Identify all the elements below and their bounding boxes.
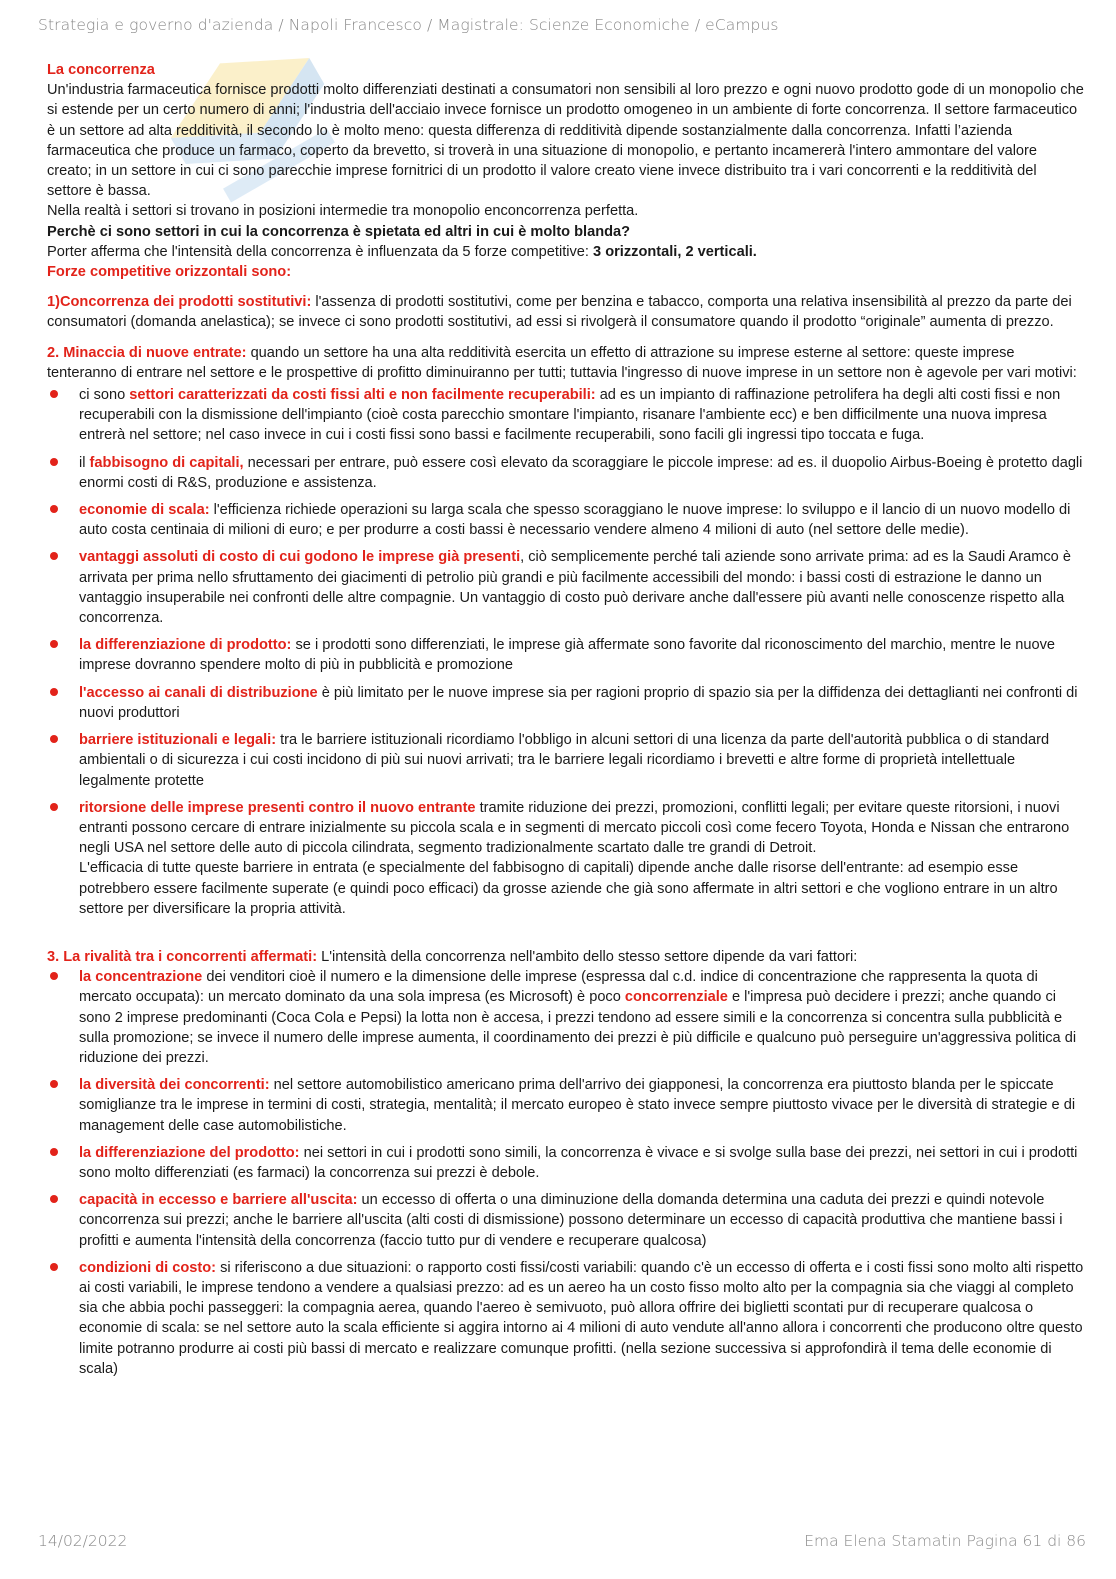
bullet-icon	[50, 688, 58, 696]
barriers-closing: L'efficacia di tutte queste barriere in entrata (e specialmente del fabbisogno di capitali) dipende anche dalle risorse dell'entrante: ad esempio esse potrebbero essere facilmente superate (e quindi poco efficaci) da grosse aziende che già sono affermate in altri settori e che vogliono entrare in un altro settore per diversificare la propria attività.	[79, 860, 1058, 917]
list-item: condizioni di costo: si riferiscono a due situazioni: o rapporto costi fissi/costi variabili: quando c'è un eccesso di offerta e i costi fissi sono molto alti rispetto ai costi variabili, le imprese tendono a vendere a qualsiasi prezzo: ad es un aereo ha un costo fisso molto alto per la compagnia sia che viaggi al completo sia che abbia pochi passeggeri: la compagnia aerea, quando l'aereo è semivuoto, può allora offrire dei biglietti scontati pur di recuperare qualcosa o economie di scala: se nel settore auto la scala efficiente si aggira intorno ai 4 milioni di auto vendute all'anno allora i concorrenti che producono oltre questo limite potranno produrre ai costi più bassi di mercato e realizzare comunque profitti. (nella sezione successiva si approfondirà il tema delle economie di scala)	[47, 1258, 1085, 1379]
porter-paragraph: Porter afferma che l'intensità della concorrenza è influenzata da 5 forze competitive: 3 orizzontali, 2 verticali.	[47, 243, 757, 260]
footer-date: 14/02/2022	[38, 1532, 128, 1550]
bullet-icon	[50, 552, 58, 560]
bullet-icon	[50, 390, 58, 398]
section-new-entrants: 2. Minaccia di nuove entrate: quando un settore ha una alta redditività esercita un effetto di attrazione su imprese esterne al settore: queste imprese tenteranno di entrare nel settore e le prospettive di profitto diminuiranno per tutti; tuttavia l'ingresso di nuove imprese in un settore non è agevole per vari motivi:	[47, 344, 1077, 381]
forces-heading: Forze competitive orizzontali sono:	[47, 264, 292, 281]
document-body	[47, 60, 1085, 1379]
bullet-icon	[50, 735, 58, 743]
list-item: barriere istituzionali e legali: tra le barriere istituzionali ricordiamo l'obbligo in alcuni settori di una licenza da parte dell'autorità pubblica o di standard ambientali o di sicurezza i cui costi incidono di più sui nuovi arrivati; tra le barriere legali ricordiamo i brevetti e altre forme di proprietà intellettuale legalmente protette	[47, 730, 1085, 791]
bullet-icon	[50, 803, 58, 811]
list-item: l'accesso ai canali di distribuzione è più limitato per le nuove imprese sia per ragioni proprio di spazio sia per la diffidenza dei dettaglianti nei confronti di nuovi produttori	[47, 683, 1085, 723]
list-item: ci sono settori caratterizzati da costi fissi alti e non facilmente recuperabili: ad es un impianto di raffinazione petrolifera ha degli alti costi fissi e non recuperabili con la dismissione dell'impianto (cioè costa parecchio smontare l'impianto, risanare l'ambiente ecc) e ben difficilmente una nuova impresa entrerà nel settore; nel caso invece in cui i costi fissi sono bassi e facilmente recuperabili, sono facili gli ingressi tipo toccata e fuga.	[47, 385, 1085, 446]
bullet-icon	[50, 972, 58, 980]
list-item: la diversità dei concorrenti: nel settore automobilistico americano prima dell'arrivo dei giapponesi, la concorrenza era piuttosto blanda per le spiccate somiglianze tra le imprese in termini di costi, strategia, mentalità; il mercato europeo è stato invece sempre piuttosto vivace per le diversità di strategie e di management delle case automobilistiche.	[47, 1075, 1085, 1136]
list-item: capacità in eccesso e barriere all'uscita: un eccesso di offerta o una diminuzione della domanda determina una caduta dei prezzi e quindi notevole concorrenza sui prezzi; anche le barriere all'uscita (alti costi di dismissione) possono determinare un eccesso di capacità produttiva che mantiene bassi i profitti e aumenta l'intensità della concorrenza (faccio tutto pur di vendere e recuperare qualcosa)	[47, 1190, 1085, 1251]
page-header: Strategia e governo d'azienda / Napoli Francesco / Magistrale: Scienze Economiche / eCampus	[38, 16, 779, 34]
list-item: il fabbisogno di capitali, necessari per entrare, può essere così elevato da scoraggiare le piccole imprese: ad es. il duopolio Airbus-Boeing è protetto dagli enormi costi di R&S, produzione e assistenza.	[47, 453, 1085, 493]
section-substitutes: 1)Concorrenza dei prodotti sostitutivi: l'assenza di prodotti sostitutivi, come per benzina e tabacco, comporta una relativa insensibilità al prezzo da parte dei consumatori (domanda anelastica); se invece ci sono prodotti sostitutivi, ad essi si rivolgerà il consumatore quando il prodotto “originale” aumenta di prezzo.	[47, 294, 1072, 331]
list-item: la differenziazione di prodotto: se i prodotti sono differenziati, le imprese già affermate sono favorite dal riconoscimento del marchio, mentre le nuove imprese dovranno spendere molto di più in pubblicità e promozione	[47, 635, 1085, 675]
section-title: La concorrenza	[47, 62, 155, 78]
section-rivalry: 3. La rivalità tra i concorrenti affermati: L'intensità della concorrenza nell'ambito dello stesso settore dipende da vari fattori:	[47, 948, 858, 965]
footer-page-number: Ema Elena Stamatin Pagina 61 di 86	[804, 1532, 1086, 1550]
bullet-icon	[50, 458, 58, 466]
bullet-icon	[50, 1080, 58, 1088]
bullet-icon	[50, 505, 58, 513]
list-item: la differenziazione del prodotto: nei settori in cui i prodotti sono simili, la concorrenza è vivace e si svolge sulla base dei prezzi, nei settori in cui i prodotti sono molto differenziati (es farmaci) la concorrenza sui prezzi è debole.	[47, 1143, 1085, 1183]
intro-paragraph-2: Nella realtà i settori si trovano in posizioni intermedie tra monopolio enconcorrenza perfetta.	[47, 203, 639, 220]
bullet-icon	[50, 640, 58, 648]
bullet-icon	[50, 1195, 58, 1203]
list-item: ritorsione delle imprese presenti contro il nuovo entrante tramite riduzione dei prezzi, promozioni, conflitti legali; per evitare queste ritorsioni, i nuovi entranti possono cercare di entrare inizialmente su piccola scala e in segmenti di mercato piccoli così come fecero Toyota, Honda e Nissan che entrarono negli USA nel settore delle auto di piccola cilindrata, segmento tradizionalmente scartato dalle tre grandi di Detroit.	[47, 798, 1085, 859]
entry-barriers-list	[47, 385, 1085, 919]
bullet-icon	[50, 1263, 58, 1271]
list-item: economie di scala: l'efficienza richiede operazioni su larga scala che spesso scoraggiano le nuove imprese: lo sviluppo e il lancio di un nuovo modello di auto costa centinaia di milioni di euro; e per produrre a costi bassi è necessario vendere almeno 4 milioni di auto (nel settore delle medie).	[47, 500, 1085, 540]
intro-paragraph: Un'industria farmaceutica fornisce prodotti molto differenziati destinati a consumatori non sensibili al loro prezzo e ogni nuovo prodotto gode di un monopolio che si estende per un certo numero di anni; l'industria dell'acciaio invece fornisce un prodotto omogeneo in un ambiente di forte concorrenza. Il settore farmaceutico è un settore ad alta redditività, il secondo lo è molto meno: questa differenza di redditività dipende sostanzialmente dalla concorrenza. Infatti l’azienda farmaceutica che produce un farmaco, coperto da brevetto, si troverà in una situazione di monopolio, e pertanto incamererà l'intero ammontare del valore creato; in un settore in cui ci sono parecchie imprese fornitrici di un prodotto il valore creato viene invece distribuito tra i vari concorrenti e la redditività del settore è bassa.	[47, 82, 1084, 200]
list-item: vantaggi assoluti di costo di cui godono le imprese già presenti, ciò semplicemente perché tali aziende sono arrivate prima: ad es la Saudi Aramco è arrivata per prima nello sfruttamento dei giacimenti di petrolio più grandi e più facilmente accessibili del mondo: i bassi costi di estrazione le danno un vantaggio insuperabile nei confronti delle altre compagnie. Un vantaggio di costo può derivare anche dall'essere più avanti nelle conoscenze rispetto alla concorrenza.	[47, 547, 1085, 628]
question-heading: Perchè ci sono settori in cui la concorrenza è spietata ed altri in cui è molto blanda?	[47, 223, 631, 240]
bullet-icon	[50, 1148, 58, 1156]
list-item: la concentrazione dei venditori cioè il numero e la dimensione delle imprese (espressa dal c.d. indice di concentrazione che rappresenta la quota di mercato occupata): un mercato dominato da una sola impresa (es Microsoft) è poco concorrenziale e l'impresa può decidere i prezzi; anche quando ci sono 2 imprese predominanti (Coca Cola e Pepsi) la lotta non è accesa, i prezzi tendono ad essere simili e la concorrenza si concentra sulla pubblicità e sulla promozione; se invece il numero delle imprese aumenta, il coordinamento dei prezzi è più difficile e qualcuno può perseguire un'aggressiva politica di riduzione dei prezzi.	[47, 967, 1085, 1068]
rivalry-factors-list	[47, 967, 1085, 1379]
